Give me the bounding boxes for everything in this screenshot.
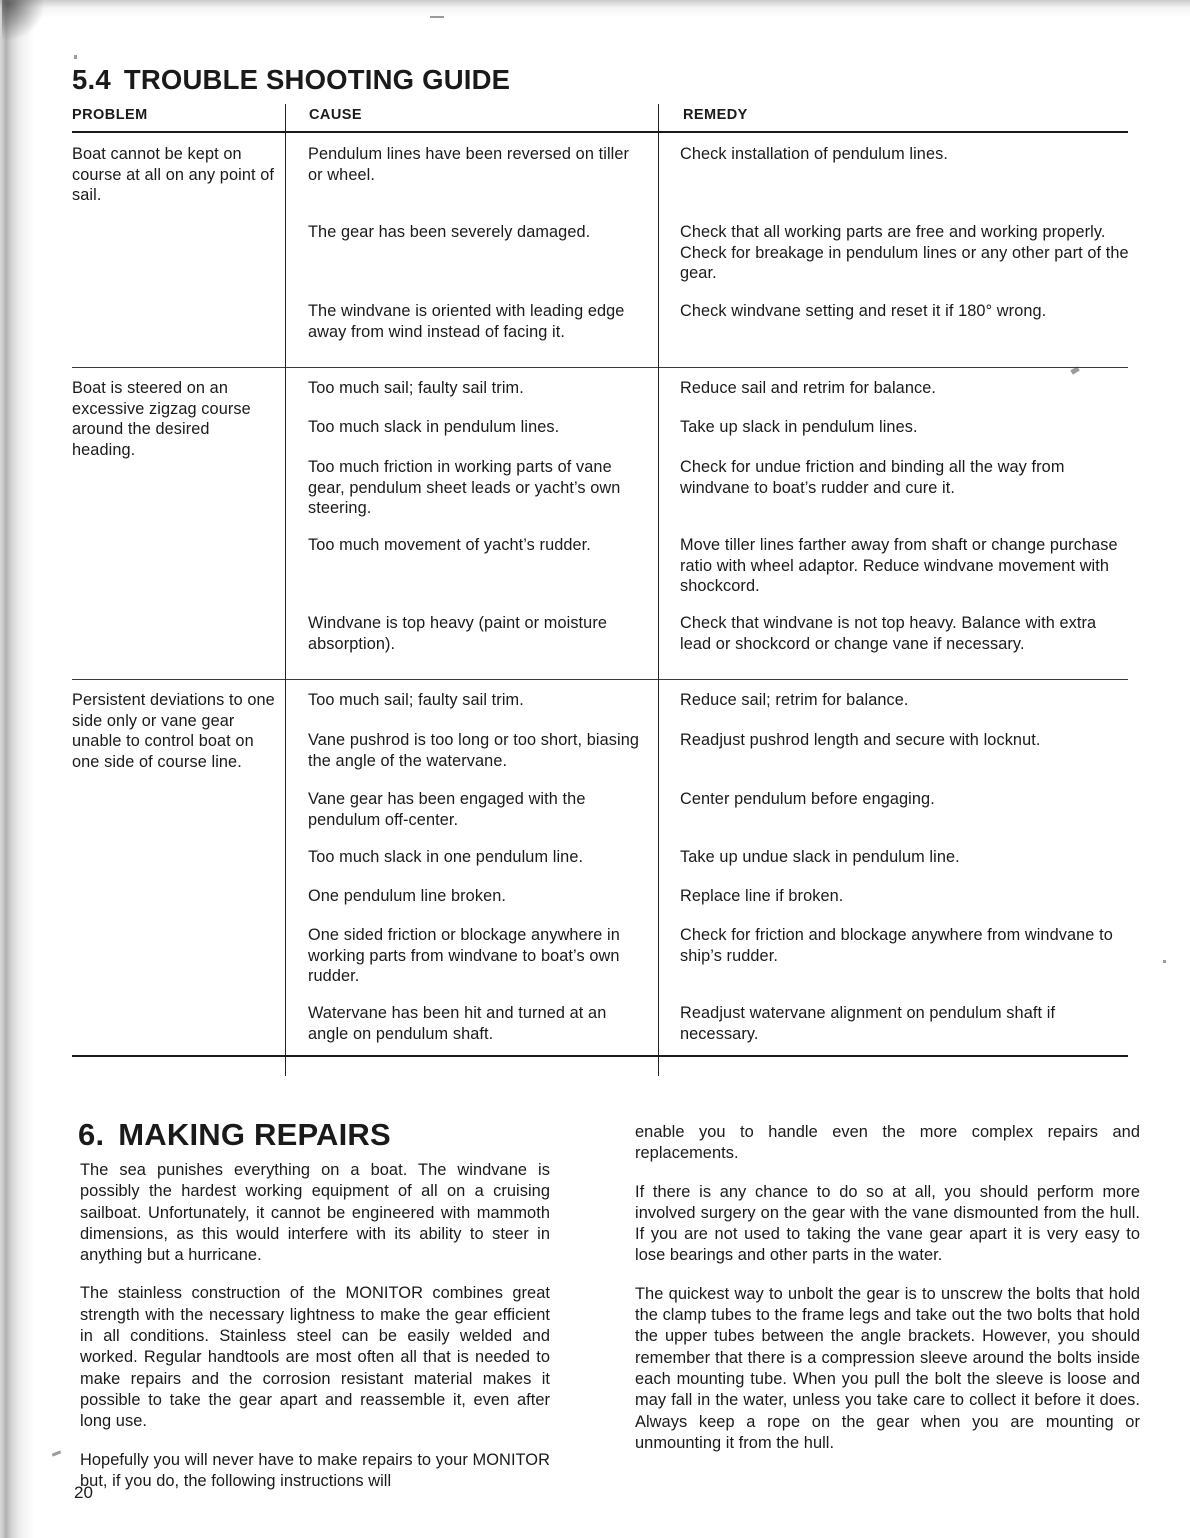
table-cell-remedy: Take up undue slack in pendulum line. bbox=[680, 848, 960, 866]
scan-speck bbox=[52, 1450, 61, 1456]
scan-corner-artifact bbox=[2, 0, 46, 40]
section-number: 5.4 bbox=[72, 64, 111, 95]
section-title-troubleshooting bbox=[72, 64, 510, 96]
scan-speck bbox=[74, 55, 77, 59]
table-cell-cause: The windvane is oriented with leading edge away from wind instead of facing it. bbox=[308, 302, 625, 341]
table-cell-remedy: Move tiller lines farther away from shaft or change purchase ratio with wheel adaptor. Reduce windvane movement with shockcord. bbox=[680, 536, 1118, 595]
scan-edge-gradient bbox=[0, 0, 9, 1538]
table-cell-remedy: Reduce sail; retrim for balance. bbox=[680, 691, 909, 709]
table-cell-cause: Too much movement of yacht’s rudder. bbox=[308, 536, 591, 554]
section-heading-text: MAKING REPAIRS bbox=[118, 1117, 391, 1152]
table-cell-cause: Vane pushrod is too long or too short, biasing the angle of the watervane. bbox=[308, 731, 640, 770]
table-cell-remedy: Check installation of pendulum lines. bbox=[680, 145, 948, 163]
table-cell-problem: Boat cannot be kept on course at all on any point of sail. bbox=[72, 145, 275, 204]
section-number: 6. bbox=[78, 1117, 105, 1152]
scan-speck bbox=[1163, 960, 1166, 963]
table-rule-group-2 bbox=[72, 679, 1128, 680]
table-cell-cause: Watervane has been hit and turned at an angle on pendulum shaft. bbox=[308, 1004, 607, 1043]
section-heading-text: TROUBLE SHOOTING GUIDE bbox=[123, 64, 511, 95]
paragraph: If there is any chance to do so at all, you should perform more involved surgery on the gear with the vane dismounted from the hull. If you are not used to taking the vane gear apart it is very easy to lose bearings and other parts in the water. bbox=[635, 1182, 1140, 1265]
table-rule-header bbox=[72, 131, 1128, 133]
table-rule-group-1 bbox=[72, 367, 1128, 368]
paragraph: The quickest way to unbolt the gear is to unscrew the bolts that hold the clamp tubes to the frame legs and take out the two bolts that hold the upper tubes between the angle brackets. However, you should remember that there is a compression sleeve around the bolts inside each mounting tube. When you pull the bolt the sleeve is loose and may fall in the water, unless you take care to collect it before it does. Always keep a rope on the gear when you are mounting or unmounting it from the hull. bbox=[635, 1284, 1140, 1452]
table-cell-cause: Too much sail; faulty sail trim. bbox=[308, 379, 524, 397]
column-header-cause: CAUSE bbox=[309, 107, 363, 123]
troubleshooting-table-header bbox=[72, 104, 1128, 133]
scan-shadow-left bbox=[0, 0, 34, 1538]
paragraph: The sea punishes everything on a boat. The windvane is possibly the hardest working equipment of all on a cruising sailboat. Unfortunately, it cannot be engineered with mammoth dimensions, as this would interfere with its ability to steer in anything but a hurricane. bbox=[80, 1161, 550, 1265]
table-cell-remedy: Check for undue friction and binding all the way from windvane to boat’s rudder and cure it. bbox=[680, 458, 1065, 497]
table-vertical-rule-2 bbox=[658, 104, 659, 1076]
page-number: 20 bbox=[74, 1483, 93, 1502]
table-cell-cause: One sided friction or blockage anywhere in working parts from windvane to boat’s own rudder. bbox=[308, 926, 620, 985]
table-cell-cause: Vane gear has been engaged with the pendulum off-center. bbox=[308, 790, 586, 829]
table-cell-remedy: Reduce sail and retrim for balance. bbox=[680, 379, 936, 397]
table-cell-cause: One pendulum line broken. bbox=[308, 887, 507, 905]
table-cell-remedy: Check for friction and blockage anywhere from windvane to ship’s rudder. bbox=[680, 926, 1113, 965]
table-cell-cause: Too much sail; faulty sail trim. bbox=[308, 691, 524, 709]
paragraph: Hopefully you will never have to make repairs to your MONITOR but, if you do, the following instructions will bbox=[80, 1450, 550, 1490]
table-cell-problem: Persistent deviations to one side only or vane gear unable to control boat on one side of course line. bbox=[72, 691, 275, 771]
section-title-making-repairs bbox=[78, 1117, 391, 1153]
table-cell-cause: The gear has been severely damaged. bbox=[308, 223, 591, 241]
table-cell-cause: Too much slack in one pendulum line. bbox=[308, 848, 584, 866]
table-rule-bottom bbox=[72, 1055, 1128, 1057]
table-vertical-rule-1 bbox=[285, 104, 286, 1076]
column-header-problem: PROBLEM bbox=[72, 107, 148, 123]
paragraph: The stainless construction of the MONITOR combines great strength with the necessary lightness to make the gear efficient in all conditions. Stainless steel can be easily welded and worked. Regular handtools are most often all that is needed to make repairs and the corrosion resistant material makes it possible to take the gear apart and reassemble it, even after long use. bbox=[80, 1284, 550, 1431]
table-cell-remedy: Check that all working parts are free and working properly. Check for breakage in pendulum lines or any other part of the gear. bbox=[680, 223, 1129, 282]
table-cell-remedy: Readjust pushrod length and secure with locknut. bbox=[680, 731, 1041, 749]
table-cell-remedy: Readjust watervane alignment on pendulum shaft if necessary. bbox=[680, 1004, 1056, 1043]
table-cell-remedy: Check windvane setting and reset it if 180° wrong. bbox=[680, 302, 1047, 320]
table-cell-remedy: Center pendulum before engaging. bbox=[680, 790, 935, 808]
scan-shadow-top bbox=[0, 0, 1190, 18]
scan-speck bbox=[430, 16, 444, 18]
table-cell-cause: Too much slack in pendulum lines. bbox=[308, 418, 560, 436]
table-cell-remedy: Take up slack in pendulum lines. bbox=[680, 418, 918, 436]
repairs-right-column bbox=[635, 1122, 1140, 1471]
table-cell-cause: Too much friction in working parts of vane gear, pendulum sheet leads or yacht’s own steering. bbox=[308, 458, 621, 517]
table-cell-remedy: Replace line if broken. bbox=[680, 887, 844, 905]
table-cell-remedy: Check that windvane is not top heavy. Balance with extra lead or shockcord or change vane if necessary. bbox=[680, 614, 1097, 653]
table-cell-cause: Pendulum lines have been reversed on tiller or wheel. bbox=[308, 145, 630, 184]
table-cell-cause: Windvane is top heavy (paint or moisture absorption). bbox=[308, 614, 608, 653]
table-cell-problem: Boat is steered on an excessive zigzag course around the desired heading. bbox=[72, 379, 251, 459]
column-header-remedy: REMEDY bbox=[683, 107, 748, 123]
repairs-left-column bbox=[80, 1160, 550, 1509]
paragraph: enable you to handle even the more complex repairs and replacements. bbox=[635, 1123, 1140, 1163]
